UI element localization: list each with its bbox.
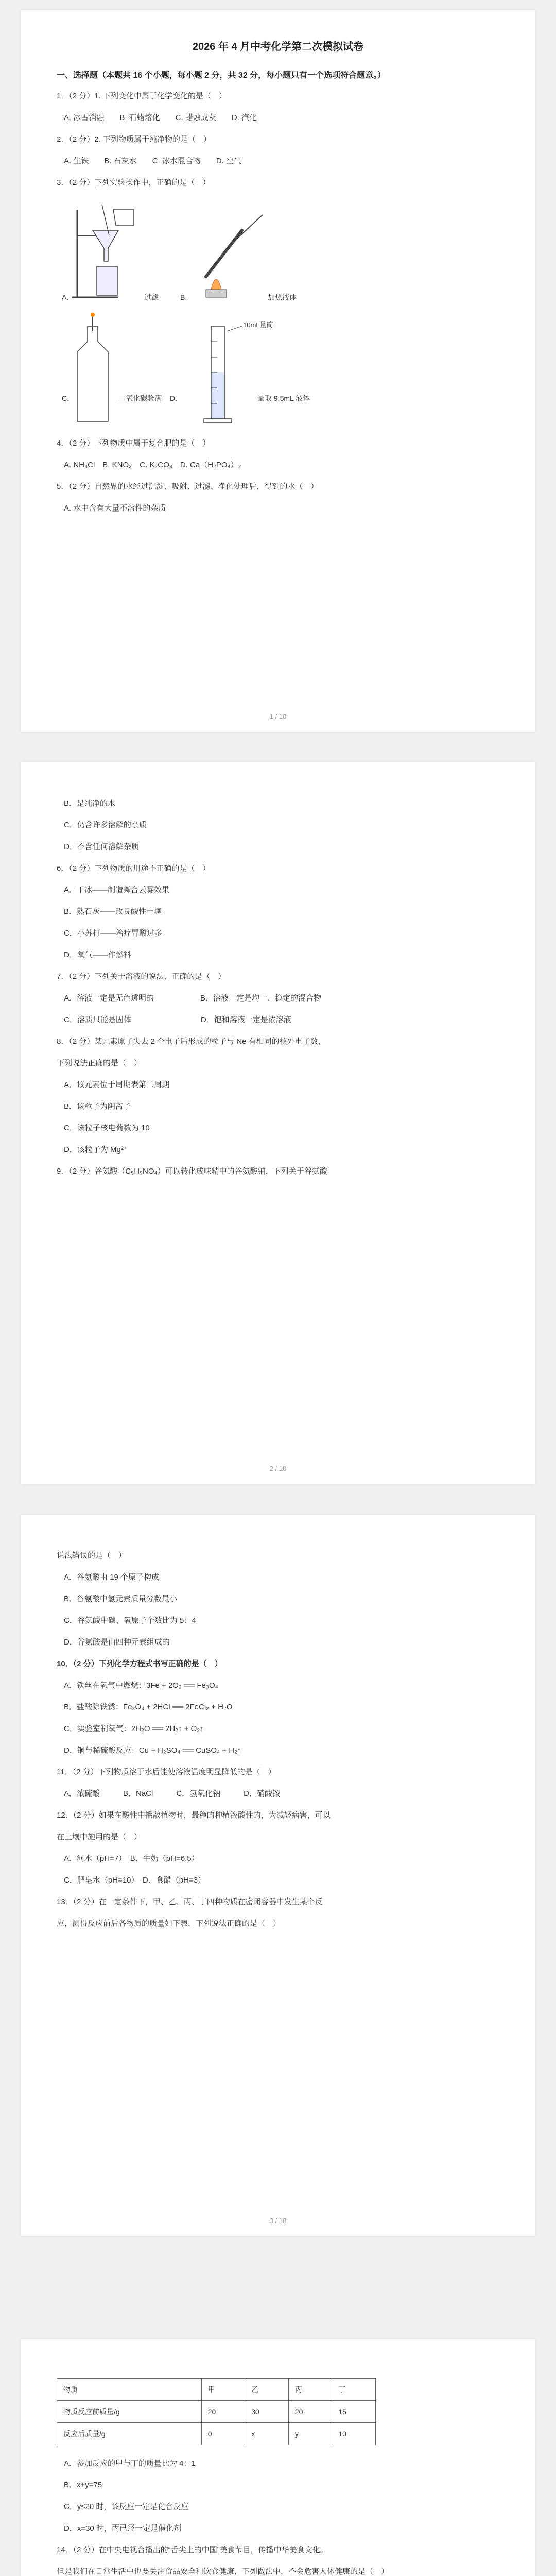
q5-option-c: C．仍含许多溶解的杂质: [64, 821, 147, 829]
q13-option-c: C．y≤20 时，该反应一定是化合反应: [64, 2502, 189, 2511]
table-cell: 30: [245, 2401, 289, 2423]
q8-option-a: A．该元素位于周期表第二周期: [64, 1080, 170, 1089]
fig-label-a: A.: [62, 293, 69, 301]
fig-label-c: C.: [62, 394, 69, 402]
table-cell: y: [288, 2423, 332, 2445]
question-14-line-1: 14．（2 分）在中央电视台播出的“舌尖上的中国”美食节目，传播中华美食文化。: [57, 2546, 328, 2554]
question-13-line-1: 13．（2 分）在一定条件下，甲、乙、丙、丁四种物质在密闭容器中发生某个反: [57, 1897, 323, 1906]
q10-option-d: D．铜与稀硫酸反应：Cu + H₂SO₄ ══ CuSO₄ + H₂↑: [64, 1746, 241, 1755]
page-number: 3 / 10: [269, 2217, 287, 2225]
page-1: [21, 10, 535, 732]
q12-options-cd: C．肥皂水（pH=10） D．食醋（pH=3）: [64, 1876, 206, 1885]
q6-option-d: D．氧气——作燃料: [64, 951, 131, 959]
table-cell: 20: [288, 2401, 332, 2423]
table-row: [57, 2423, 376, 2445]
q13-option-b: B．x+y=75: [64, 2481, 102, 2489]
cylinder-tag: 10mL量筒: [243, 321, 273, 329]
table-cell: 物质反应前质量/g: [57, 2401, 202, 2423]
section-heading: 一、选择题（本题共 16 个小题，每小题 2 分，共 32 分，每小题只有一个选项符合题意。）: [57, 71, 386, 80]
table-header-cell: 丙: [288, 2379, 332, 2401]
page-number: 1 / 10: [269, 713, 287, 720]
question-7: 7．（2 分）下列关于溶液的说法，正确的是（ ）: [57, 972, 226, 981]
table-header-cell: 乙: [245, 2379, 289, 2401]
page-3: [21, 1515, 535, 2236]
page-2: [21, 762, 535, 1484]
question-12-line-2: 在土壤中施用的是（ ）: [57, 1833, 142, 1841]
question-8-line-1: 8．（2 分）某元素原子失去 2 个电子后形成的粒子与 Ne 有相同的核外电子数，: [57, 1037, 326, 1046]
q9-option-d: D．谷氨酸是由四种元素组成的: [64, 1638, 170, 1647]
apparatus-figure-2: [57, 311, 499, 429]
fig-caption-d: 量取 9.5mL 液体: [257, 394, 310, 402]
table-cell: 反应后质量/g: [57, 2423, 202, 2445]
table-cell: x: [245, 2423, 289, 2445]
table-cell: 15: [332, 2401, 376, 2423]
q8-option-c: C．该粒子核电荷数为 10: [64, 1124, 150, 1132]
fig-label-d: D.: [170, 394, 177, 402]
q12-options-ab: A．河水（pH=7） B．牛奶（pH=6.5）: [64, 1854, 199, 1863]
filter-and-heating-diagram: [57, 199, 366, 302]
question-10: 10．（2 分）下列化学方程式书写正确的是（ ）: [57, 1659, 222, 1668]
q9-option-c: C．谷氨酸中碳、氧原子个数比为 5：4: [64, 1616, 196, 1625]
reaction-mass-table: [57, 2378, 376, 2445]
table-header-row: [57, 2379, 376, 2401]
table-header-cell: 甲: [201, 2379, 245, 2401]
q6-option-b: B．熟石灰——改良酸性土壤: [64, 907, 162, 916]
table-cell: 0: [201, 2423, 245, 2445]
question-12-line-1: 12．（2 分）如果在酸性中播散植物时，最稳的种植液酸性的，为减轻病害，可以: [57, 1811, 331, 1820]
page-4: [21, 2339, 535, 2576]
q13-option-a: A．参加反应的甲与丁的质量比为 4：1: [64, 2459, 196, 2468]
table-cell: 10: [332, 2423, 376, 2445]
question-3: 3．（2 分）下列实验操作中，正确的是（ ）: [57, 178, 211, 187]
fig-caption-a: 过滤: [144, 293, 159, 301]
question-5-option-a: A. 水中含有大量不溶性的杂质: [64, 504, 166, 513]
question-2-options: A. 生铁 B. 石灰水 C. 冰水混合物 D. 空气: [64, 157, 242, 165]
q10-option-b: B．盐酸除铁锈：Fe₂O₃ + 2HCl ══ 2FeCl₂ + H₂O: [64, 1703, 233, 1711]
q11-options: A．浓硫酸 B．NaCl C．氢氧化钠 D．硝酸铵: [64, 1789, 281, 1798]
question-14-line-2: 但是我们在日常生活中也要关注食品安全和饮食健康，下列做法中，不会危害人体健康的是（ ）: [57, 2567, 389, 2576]
q6-option-a: A．干冰——制造舞台云雾效果: [64, 886, 170, 894]
q9-continued: 说法错误的是（ ）: [57, 1551, 127, 1560]
question-5: 5．（2 分）自然界的水经过沉淀、吸附、过滤、净化处理后，得到的水（ ）: [57, 482, 319, 491]
q7-options-ab: A．溶液一定是无色透明的 B．溶液一定是均一、稳定的混合物: [64, 994, 322, 1003]
fig-label-b: B.: [180, 293, 187, 301]
co2-and-cylinder-diagram: [57, 311, 417, 429]
question-1-options: A. 冰雪消融 B. 石蜡熔化 C. 蜡烛成灰 D. 汽化: [64, 113, 257, 122]
fig-caption-b: 加热液体: [268, 293, 297, 301]
q10-option-c: C．实验室制氧气：2H₂O ══ 2H₂↑ + O₂↑: [64, 1724, 204, 1733]
page-title: 2026 年 4 月中考化学第二次模拟试卷: [192, 41, 364, 53]
table-header-cell: 丁: [332, 2379, 376, 2401]
page-number: 2 / 10: [269, 1465, 287, 1472]
q5-option-d: D．不含任何溶解杂质: [64, 842, 139, 851]
q7-options-cd: C．溶质只能是固体 D．饱和溶液一定是浓溶液: [64, 1015, 291, 1024]
question-9: 9．（2 分）谷氨酸（C₅H₉NO₄）可以转化成味精中的谷氨酸钠，下列关于谷氨酸: [57, 1167, 327, 1176]
question-2: 2．（2 分）2. 下列物质属于纯净物的是（ ）: [57, 135, 212, 144]
question-4: 4．（2 分）下列物质中属于复合肥的是（ ）: [57, 439, 211, 448]
apparatus-figure-1: [57, 199, 499, 302]
table-header-cell: 物质: [57, 2379, 202, 2401]
question-6: 6．（2 分）下列物质的用途不正确的是（ ）: [57, 864, 211, 873]
q8-option-d: D．该粒子为 Mg²⁺: [64, 1145, 128, 1154]
question-8-line-2: 下列说法正确的是（ ）: [57, 1059, 142, 1067]
q13-option-d: D．x=30 时，丙已经一定是催化剂: [64, 2524, 181, 2533]
q9-option-b: B．谷氨酸中氢元素质量分数最小: [64, 1595, 178, 1603]
question-1: 1．（2 分）1. 下列变化中属于化学变化的是（ ）: [57, 92, 227, 100]
q9-option-a: A．谷氨酸由 19 个原子构成: [64, 1573, 160, 1582]
table-cell: 20: [201, 2401, 245, 2423]
q8-option-b: B．该粒子为阴离子: [64, 1102, 131, 1111]
question-11: 11．（2 分）下列物质溶于水后能使溶液温度明显降低的是（ ）: [57, 1768, 276, 1776]
q10-option-a: A．铁丝在氧气中燃烧：3Fe + 2O₂ ══ Fe₃O₄: [64, 1681, 218, 1690]
fig-caption-c: 二氧化碳验满: [118, 394, 162, 402]
q6-option-c: C．小苏打——治疗胃酸过多: [64, 929, 162, 938]
question-4-options: A. NH₄Cl B. KNO₃ C. K₂CO₃ D. Ca（H₂PO₄）₂: [64, 461, 241, 469]
q5-option-b: B．是纯净的水: [64, 799, 116, 808]
table-row: [57, 2401, 376, 2423]
question-13-line-2: 应，测得反应前后各物质的质量如下表，下列说法正确的是（ ）: [57, 1919, 281, 1928]
